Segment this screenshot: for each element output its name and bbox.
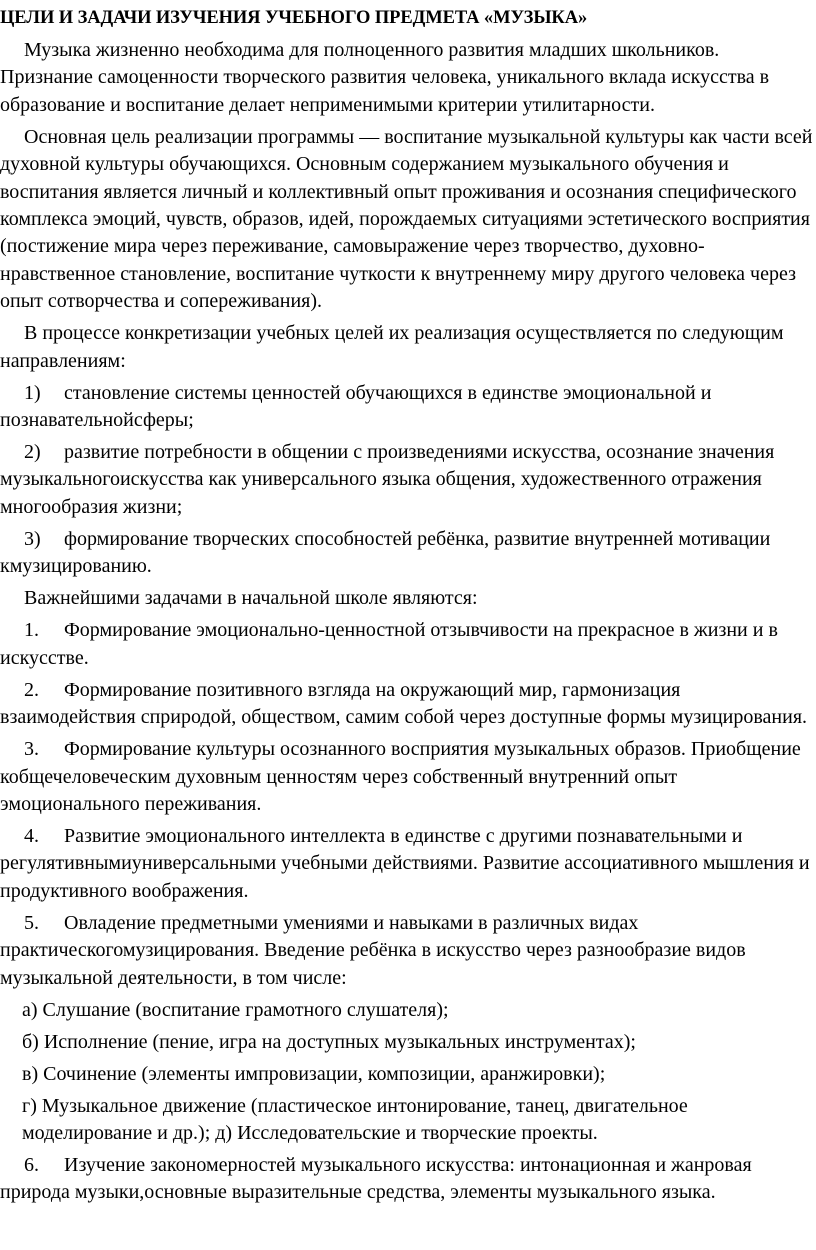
direction-item-1 [0,380,814,435]
direction-text: становление системы ценностей обучающихся в единстве эмоциональной и познавательнойсферы; [0,381,712,432]
activity-subitem-d: г) Музыкальное движение (пластическое интонирование, танец, двигательное моделирование и др.); д) Исследовательские и творческие проекты. [22,1094,688,1144]
task-text: Развитие эмоционального интеллекта в единстве с другими познавательными и регулятивнымиуниверсальными учебными действиями. Развитие ассоциативного мышления и продуктивного воображения. [0,824,810,902]
task-item-1 [0,617,814,672]
task-text: Изучение закономерностей музыкального искусства: интонационная и жанровая природа музыки,основные выразительные средства, элементы музыкального языка. [0,1153,752,1204]
task-item-6 [0,1152,814,1207]
task-number: 4. [24,824,39,847]
task-item-2 [0,677,814,732]
direction-text: развитие потребности в общении с произведениями искусства, осознание значения музыкальногоискусства как универсального языка общения, художественного отражения многообразия жизни; [0,441,775,518]
direction-number: 3) [24,527,41,550]
task-item-3 [0,736,814,818]
activity-subitem-c: в) Сочинение (элементы импровизации, композиции, аранжировки); [22,1062,606,1085]
paragraph-intro: Музыка жизненно необходима для полноценного развития младших школьников. Признание самоценности творческого развития человека, уникального вклада искусства в образование и воспитание делает неприменимыми критерии утилитарности. [0,39,770,116]
task-text: Формирование культуры осознанного восприятия музыкальных образов. Приобщение кобщечеловеческим духовным ценностям через собственный внутренний опыт эмоционального переживания. [0,738,801,815]
direction-number: 2) [24,441,41,464]
direction-item-2 [0,439,814,521]
page-title: ЦЕЛИ И ЗАДАЧИ ИЗУЧЕНИЯ УЧЕБНОГО ПРЕДМЕТА «МУЗЫКА» [0,8,588,28]
task-text: Овладение предметными умениями и навыками в различных видах практическогомузицирования. Введение ребёнка в искусство через разнообразие видов музыкальной деятельности, в том числе: [0,911,746,989]
direction-text: формирование творческих способностей ребёнка, развитие внутренней мотивации кмузицированию. [0,527,771,578]
task-item-5 [0,910,814,992]
task-number: 6. [24,1153,39,1176]
task-item-4 [0,823,814,905]
paragraph-directions-intro: В процессе конкретизации учебных целей их реализация осуществляется по следующим направлениям: [0,322,784,372]
task-number: 3. [24,738,39,761]
task-text: Формирование позитивного взгляда на окружающий мир, гармонизация взаимодействия сприродой, обществом, самим собой через доступные формы музицирования. [0,678,808,729]
task-text: Формирование эмоционально-ценностной отзывчивости на прекрасное в жизни и в искусстве. [0,619,778,669]
paragraph-tasks-intro: Важнейшими задачами в начальной школе являются: [24,587,478,610]
task-number: 5. [24,911,39,934]
activity-subitem-b: б) Исполнение (пение, игра на доступных музыкальных инструментах); [22,1030,636,1053]
direction-number: 1) [24,381,41,404]
task-number: 2. [24,678,39,701]
direction-item-3 [0,526,814,581]
paragraph-main-goal: Основная цель реализации программы — воспитание музыкальной культуры как части всей духовной культуры обучающихся. Основным содержанием музыкального обучения и воспитания является личный и коллективный опыт проживания и осознания специфического комплекса эмоций, чувств, образов, идей, порождаемых ситуациями эстетического восприятия (постижение мира через переживание, самовыражение через творчество, духовно-нравственное становление, воспитание чуткости к внутреннему миру другого человека через опыт сотворчества и сопереживания). [0,125,813,313]
activity-subitem-a: а) Слушание (воспитание грамотного слушателя); [22,998,449,1021]
task-number: 1. [24,619,39,642]
